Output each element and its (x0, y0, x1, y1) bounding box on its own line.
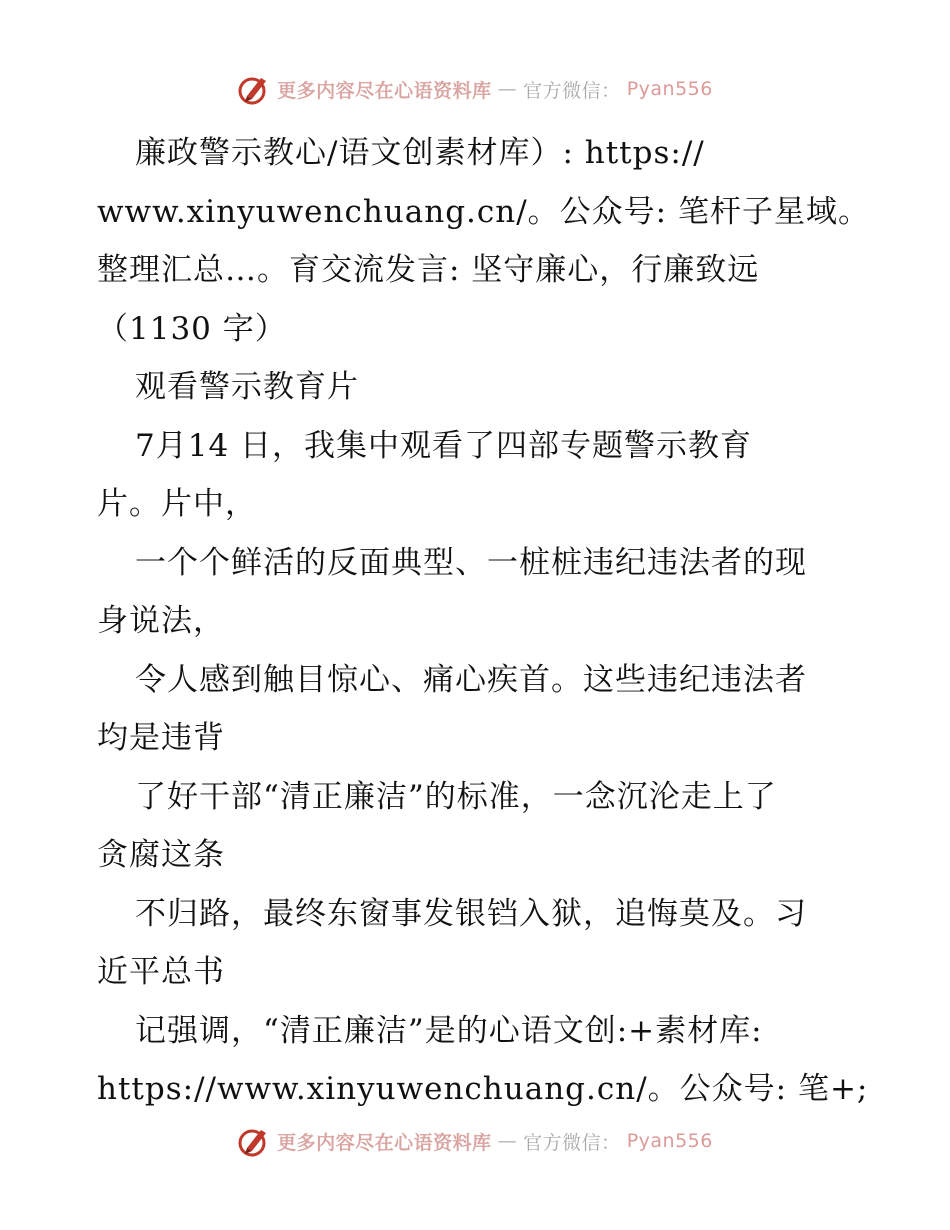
text-line: 贪腐这条 (97, 837, 225, 873)
text-line: 整理汇总…。育交流发言: 坚守廉心，行廉致远 (97, 252, 760, 288)
footer-watermark (0, 1124, 950, 1158)
watermark-label: 官方微信： (523, 1131, 621, 1154)
text-line: 了好干部“清正廉洁”的标准，一念沉沦走上了 (135, 778, 777, 815)
watermark-dash: — (497, 1130, 518, 1152)
text-line: 令人感到触目惊心、痛心疾首。这些违纪违法者 (135, 661, 807, 698)
watermark-wechat-id: Pyan556 (626, 78, 713, 100)
pen-circle-logo-icon (237, 1124, 271, 1158)
text-line: 一个个鲜活的反面典型、一桩桩违纪违法者的现 (135, 544, 807, 581)
text-line: 7月14 日，我集中观看了四部专题警示教育 (135, 427, 753, 464)
text-line: https://www.xinyuwenchuang.cn/。公众号: 笔+; (97, 1071, 869, 1107)
text-line: 不归路，最终东窗事发银铛入狱，追悔莫及。习 (135, 895, 807, 932)
header-watermark (0, 72, 950, 106)
watermark-label: 官方微信： (523, 79, 621, 102)
text-line: www.xinyuwenchuang.cn/。公众号: 笔杆子星域。 (97, 193, 870, 230)
watermark-dash: — (497, 78, 518, 100)
pen-circle-logo-icon (237, 72, 271, 106)
text-line: 近平总书 (97, 954, 225, 990)
section-heading: 观看警示教育片 (135, 369, 359, 405)
text-line: 身说法， (97, 603, 225, 639)
text-line: 记强调，“清正廉洁”是的心语文创:+素材库: (135, 1012, 763, 1049)
text-line: 片。片中， (97, 486, 257, 522)
text-line: （1130 字） (97, 310, 287, 347)
document-body (97, 124, 870, 1119)
watermark-wechat-id: Pyan556 (626, 1130, 713, 1152)
watermark-text: 更多内容尽在心语资料库 (277, 1131, 492, 1154)
text-line: 均是违背 (97, 720, 225, 756)
watermark-text: 更多内容尽在心语资料库 (277, 79, 492, 102)
text-line: 廉政警示教心/语文创素材库）: https:// (135, 135, 705, 171)
